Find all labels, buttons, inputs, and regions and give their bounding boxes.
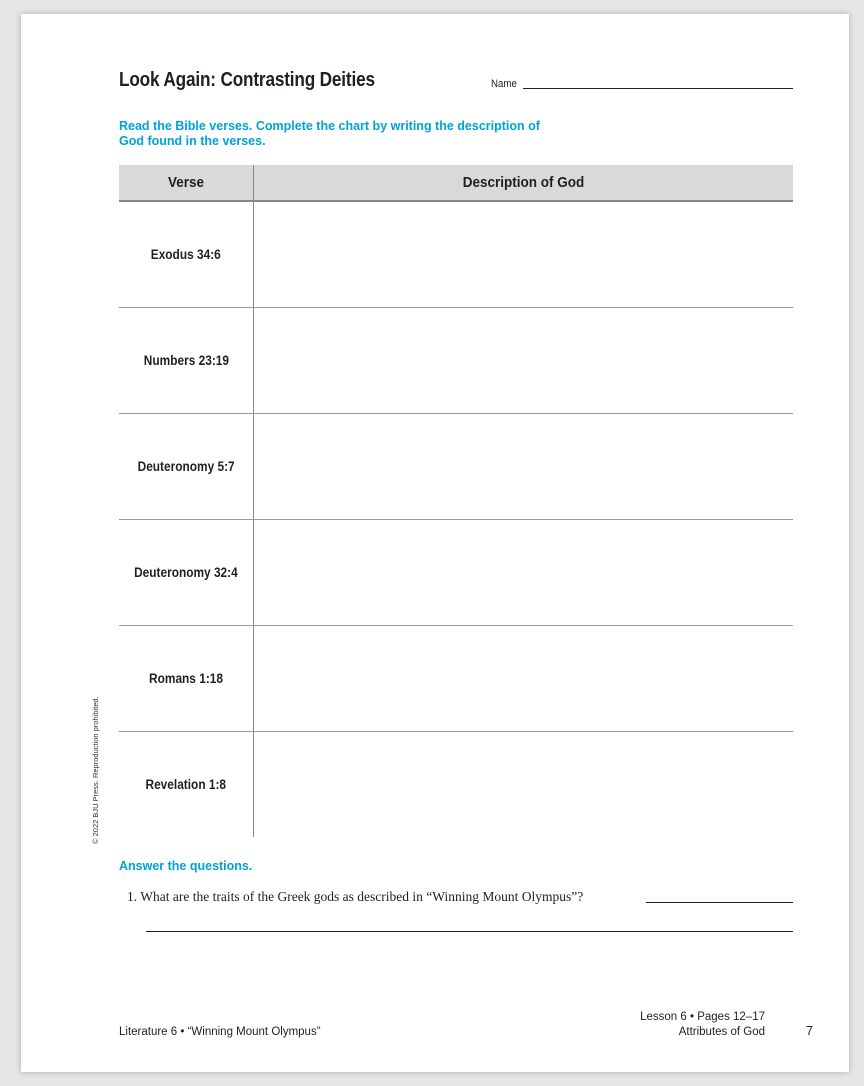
page-title: Look Again: Contrasting Deities xyxy=(119,69,375,91)
verse-cell: Exodus 34:6 xyxy=(119,202,254,307)
header-verse: Verse xyxy=(119,165,254,200)
footer-lesson-pages: Lesson 6 • Pages 12–17 xyxy=(640,1011,765,1023)
answer-heading: Answer the questions. xyxy=(119,859,253,873)
chart-row xyxy=(119,626,793,732)
question-1 xyxy=(127,889,583,905)
header-description: Description of God xyxy=(462,174,585,191)
description-cell[interactable] xyxy=(254,732,793,837)
verse-chart xyxy=(119,165,793,837)
instructions-line: Read the Bible verses. Complete the chart by writing the description of xyxy=(119,119,540,133)
chart-row xyxy=(119,520,793,626)
instructions-line: God found in the verses. xyxy=(119,134,266,148)
question-number: 1. xyxy=(127,889,138,904)
footer-topic: Attributes of God xyxy=(678,1026,765,1038)
description-cell[interactable] xyxy=(254,202,793,307)
verse-cell: Romans 1:18 xyxy=(119,626,254,731)
worksheet-page xyxy=(21,14,849,1072)
chart-header xyxy=(119,165,793,202)
verse-cell: Numbers 23:19 xyxy=(119,308,254,413)
name-field[interactable] xyxy=(523,88,793,89)
description-cell[interactable] xyxy=(254,626,793,731)
chart-row xyxy=(119,732,793,837)
description-cell[interactable] xyxy=(254,520,793,625)
description-cell[interactable] xyxy=(254,414,793,519)
verse-cell: Deuteronomy 32:4 xyxy=(119,520,254,625)
description-cell[interactable] xyxy=(254,308,793,413)
answer-line[interactable] xyxy=(646,902,793,903)
chart-instructions xyxy=(119,119,589,149)
chart-row xyxy=(119,202,793,308)
verse-cell: Revelation 1:8 xyxy=(119,732,254,837)
name-label: Name xyxy=(491,78,517,90)
footer-lesson xyxy=(640,1010,765,1040)
copyright-notice: © 2022 BJU Press. Reproduction prohibited. xyxy=(91,696,100,844)
chart-row xyxy=(119,308,793,414)
chart-row xyxy=(119,414,793,520)
footer-course: Literature 6 • “Winning Mount Olympus” xyxy=(119,1026,321,1038)
page-number: 7 xyxy=(806,1024,813,1038)
question-text: What are the traits of the Greek gods as described in “Winning Mount Olympus”? xyxy=(140,889,584,904)
verse-cell: Deuteronomy 5:7 xyxy=(119,414,254,519)
answer-line[interactable] xyxy=(146,931,793,932)
